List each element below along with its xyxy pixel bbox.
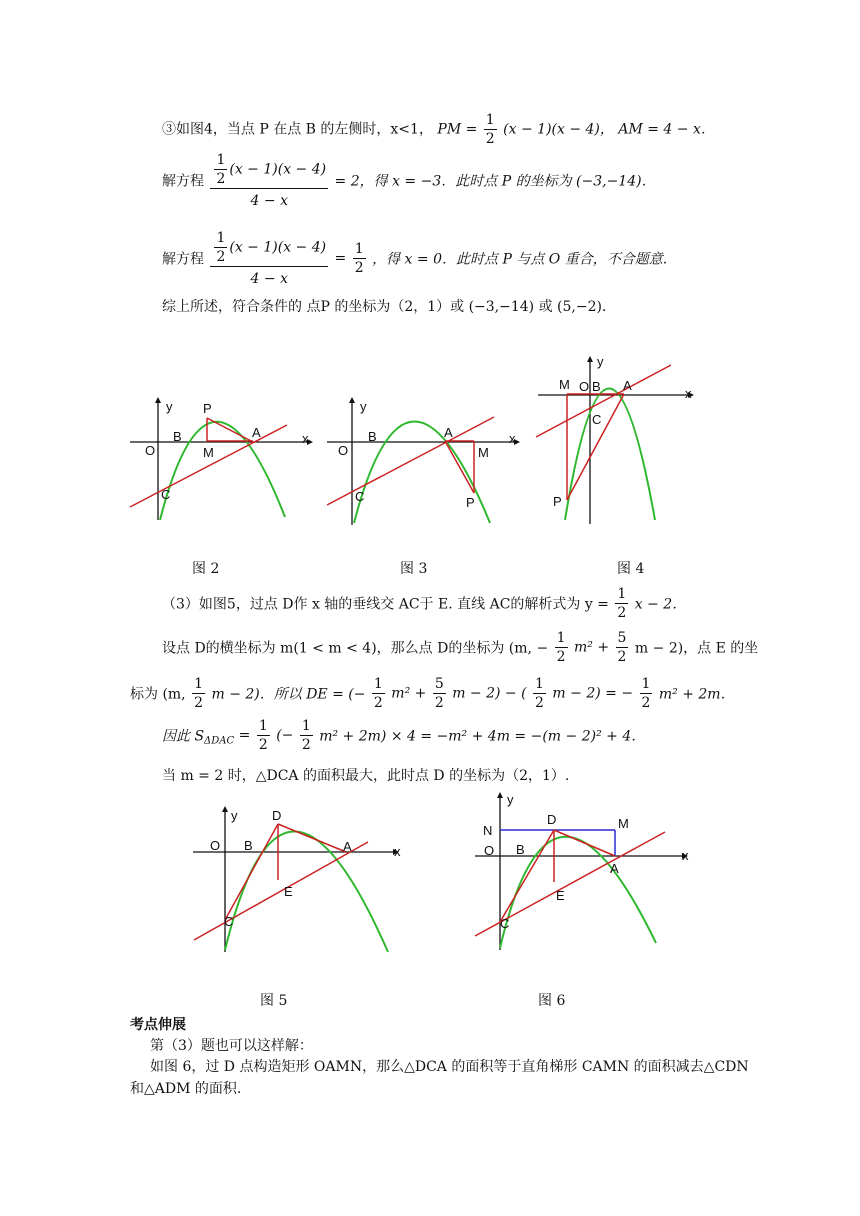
fig4-x-label: x [685, 386, 692, 401]
caption-fig6: 图 6 [538, 993, 566, 1009]
extension-p3: 和△ADM 的面积. [130, 1081, 242, 1097]
eq1-lead: 解方程 [162, 173, 204, 190]
fig5-d-label: D [272, 808, 282, 823]
pm-lhs: PM = [437, 121, 478, 138]
extension-p1: 第（3）题也可以这样解： [150, 1038, 313, 1054]
fig6-n-label: N [483, 823, 493, 838]
fig2-o-label: O [145, 443, 156, 458]
figure-4 [533, 352, 698, 527]
figure-6 [470, 788, 695, 953]
case3-intro-line [162, 112, 715, 147]
fig6-x-label: x [682, 848, 689, 863]
fig2-a-label: A [252, 425, 261, 440]
fig6-d-label: D [547, 812, 557, 827]
fig6-a-label: A [610, 861, 619, 876]
extension-title: 考点伸展 [130, 1017, 186, 1033]
fig3-m-label: M [478, 445, 489, 460]
part3-line3: 标为 (m, $\frac{1}{2}$ m − 2)．所以 DE = (− $\frac{1}{2}$ m² + $\frac{5}{2}$ m − 2) − ( $\frac{1}{2}$ m − 2) = − $\frac{1}{2}$ m² + 2m． [130, 676, 735, 711]
fig5-e-label: E [284, 884, 293, 899]
eq1-rhs: = 2，得 x = −3．此时点 P 的坐标为 (−3,−14)． [334, 173, 656, 190]
eq2-rhs: ，得 x = 0．此时点 P 与点 O 重合，不合题意. [372, 251, 668, 268]
fig6-o-label: O [484, 843, 495, 858]
fig5-c-label: C [224, 914, 234, 929]
fig6-m-label: M [618, 816, 629, 831]
figure-3 [322, 395, 522, 530]
fig5-x-label: x [394, 844, 401, 859]
eq1-fraction: $\frac{1}{2}$ (x − 1)(x − 4) 4 − x [210, 152, 328, 209]
fig4-p-label: P [553, 494, 562, 509]
eq2-half: $\frac{1}{2}$ [354, 241, 364, 276]
extension-p2: 如图 6，过 D 点构造矩形 OAMN，那么△DCA 的面积等于直角梯形 CAMN 的面积减去△CDN [150, 1059, 749, 1075]
fig6-b-label: B [516, 842, 525, 857]
fig3-y-label: y [360, 399, 367, 414]
fig4-a-label: A [623, 378, 632, 393]
caption-fig3: 图 3 [400, 561, 428, 577]
fig2-x-label: x [302, 431, 309, 446]
part3-line2: 设点 D的横坐标为 m(1 < m < 4)，那么点 D的坐标为 (m, − $\frac{1}{2}$ m² + $\frac{5}{2}$ m − 2)，点 E 的坐 [162, 630, 759, 665]
fig6-e-label: E [556, 888, 565, 903]
fig6-c-label: C [500, 916, 510, 931]
part3-line1: （3）如图5，过点 D作 x 轴的垂线交 AC于 E. 直线 AC的解析式为 y = $\frac{1}{2}$ x − 2． [162, 586, 687, 621]
case3-intro: ③如图4，当点 P 在点 B 的左侧时，x<1， [162, 121, 433, 138]
figure-5 [188, 802, 410, 957]
fig3-x-label: x [509, 431, 516, 446]
part3-line5: 当 m = 2 时，△DCA 的面积最大，此时点 D 的坐标为（2，1）. [162, 768, 570, 784]
fig3-b-label: B [368, 429, 377, 444]
fig4-m-label: M [559, 377, 570, 392]
fig2-b-label: B [173, 429, 182, 444]
fig2-m-label: M [203, 445, 214, 460]
fig3-c-label: C [355, 489, 365, 504]
fig5-a-label: A [343, 839, 352, 854]
case3-summary: 综上所述，符合条件的 点P 的坐标为（2，1）或 (−3,−14) 或 (5,−2)． [162, 299, 616, 315]
fig2-y-label: y [166, 399, 173, 414]
fig6-y-label: y [507, 792, 514, 807]
eq2-fraction: $\frac{1}{2}$ (x − 1)(x − 4) 4 − x [210, 230, 328, 287]
figure-2 [125, 395, 315, 525]
fig5-b-label: B [244, 838, 253, 853]
half-fraction: $\frac{1}{2}$ [485, 112, 495, 147]
fig4-y-label: y [597, 354, 604, 369]
fig5-o-label: O [210, 838, 221, 853]
pm-rhs: (x − 1)(x − 4)， [503, 121, 614, 138]
fig2-p-label: P [203, 401, 212, 416]
caption-fig5: 图 5 [260, 993, 288, 1009]
am-expr: AM = 4 − x． [618, 121, 715, 138]
fig3-a-label: A [444, 425, 453, 440]
part3-line4: 因此 $S_{\Delta DAC}$ = $\frac{1}{2}$ (− $\frac{1}{2}$ m² + 2m) × 4 = −m² + 4m = −(m − 2)² + 4． [162, 718, 646, 753]
caption-fig2: 图 2 [192, 561, 220, 577]
equation-1 [162, 152, 656, 209]
caption-fig4: 图 4 [617, 561, 645, 577]
fig3-o-label: O [338, 443, 349, 458]
fig3-p-label: P [466, 495, 475, 510]
fig4-b-label: B [592, 379, 601, 394]
fig4-o-label: O [579, 379, 590, 394]
fig4-c-label: C [592, 412, 602, 427]
eq2-lead: 解方程 [162, 251, 204, 268]
fig2-c-label: C [161, 487, 171, 502]
equation-2: 解方程 $\frac{1}{2}$ (x − 1)(x − 4) 4 − x = $\frac{1}{2}$ ，得 x = 0．此时点 P 与点 O 重合，不合题意. [162, 230, 668, 287]
fig5-y-label: y [231, 808, 238, 823]
